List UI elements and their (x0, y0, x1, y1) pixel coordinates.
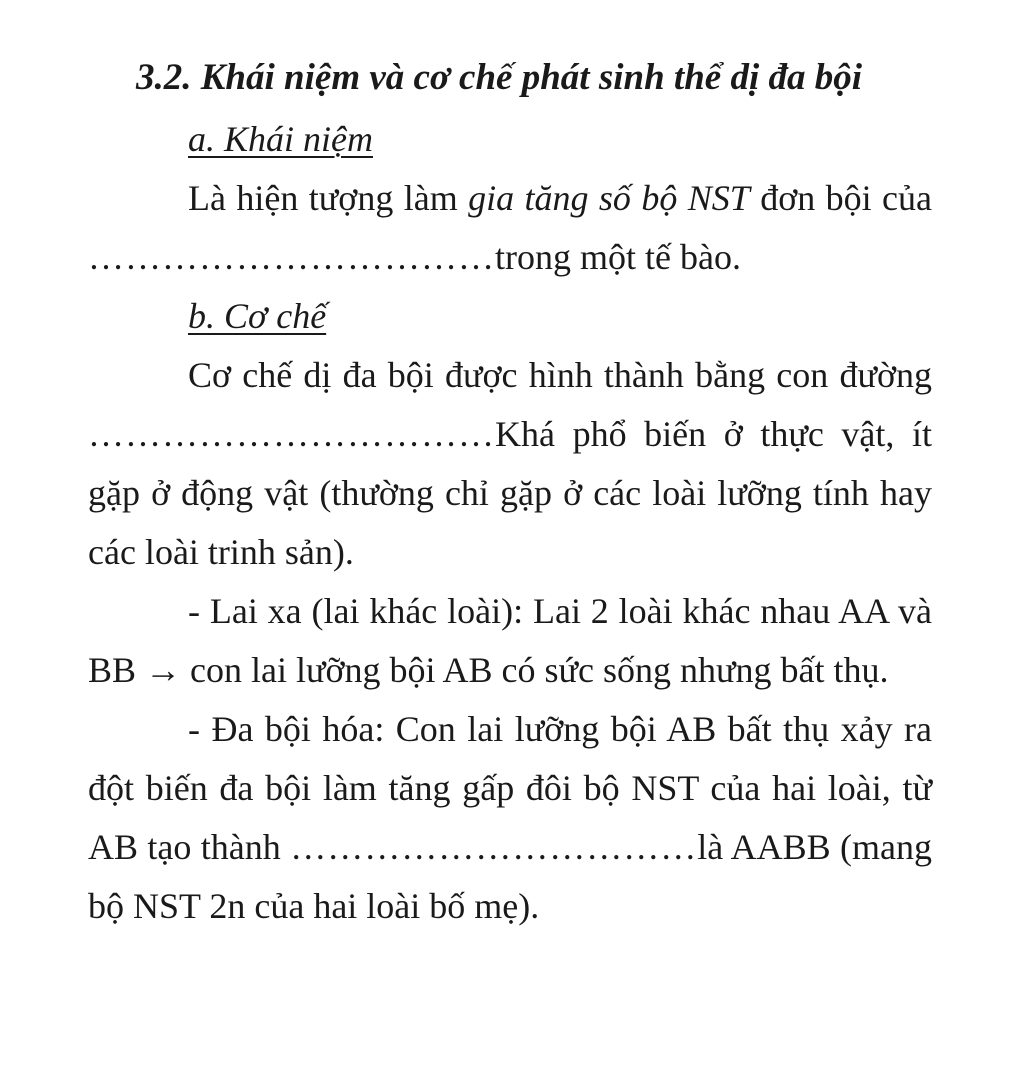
mechanism-intro-after: Khá phổ biến ở thực vật, ít gặp ở động vật (thường chỉ gặp ở các loài lưỡng tính hay các loài trinh sản). (88, 414, 932, 572)
concept-text-before: Là hiện tượng làm (188, 178, 469, 218)
mechanism-intro-before: Cơ chế dị đa bội được hình thành bằng con đường (188, 355, 932, 395)
polyploidization-after: là AABB (mang bộ NST 2n của hai loài bố mẹ). (88, 827, 932, 926)
concept-subheading: a. Khái niệm (188, 119, 373, 159)
polyploidization-before: - Đa bội hóa: Con lai lưỡng bội AB bất thụ xảy ra đột biến đa bội làm tăng gấp đôi bộ NST của hai loài, từ AB tạo thành (88, 709, 932, 867)
concept-text-end: trong một tế bào. (495, 237, 741, 277)
mechanism-intro-paragraph (88, 346, 932, 582)
concept-text-italic: gia tăng số bộ NST (468, 178, 750, 218)
polyploidization-blank: …………………………… (290, 827, 698, 867)
concept-paragraph (88, 169, 932, 287)
concept-blank: …………………………… (88, 237, 495, 277)
polyploidization-paragraph (88, 700, 932, 936)
section-heading: 3.2. Khái niệm và cơ chế phát sinh thể dị đa bội (136, 57, 862, 98)
document-body (88, 110, 932, 936)
hybridization-paragraph: - Lai xa (lai khác loài): Lai 2 loài khác nhau AA và BB → con lai lưỡng bội AB có sức sống nhưng bất thụ. (88, 591, 932, 690)
mechanism-blank: …………………………… (88, 414, 495, 454)
mechanism-subheading: b. Cơ chế (188, 296, 327, 336)
concept-text-after-italic: đơn bội của (749, 178, 932, 218)
